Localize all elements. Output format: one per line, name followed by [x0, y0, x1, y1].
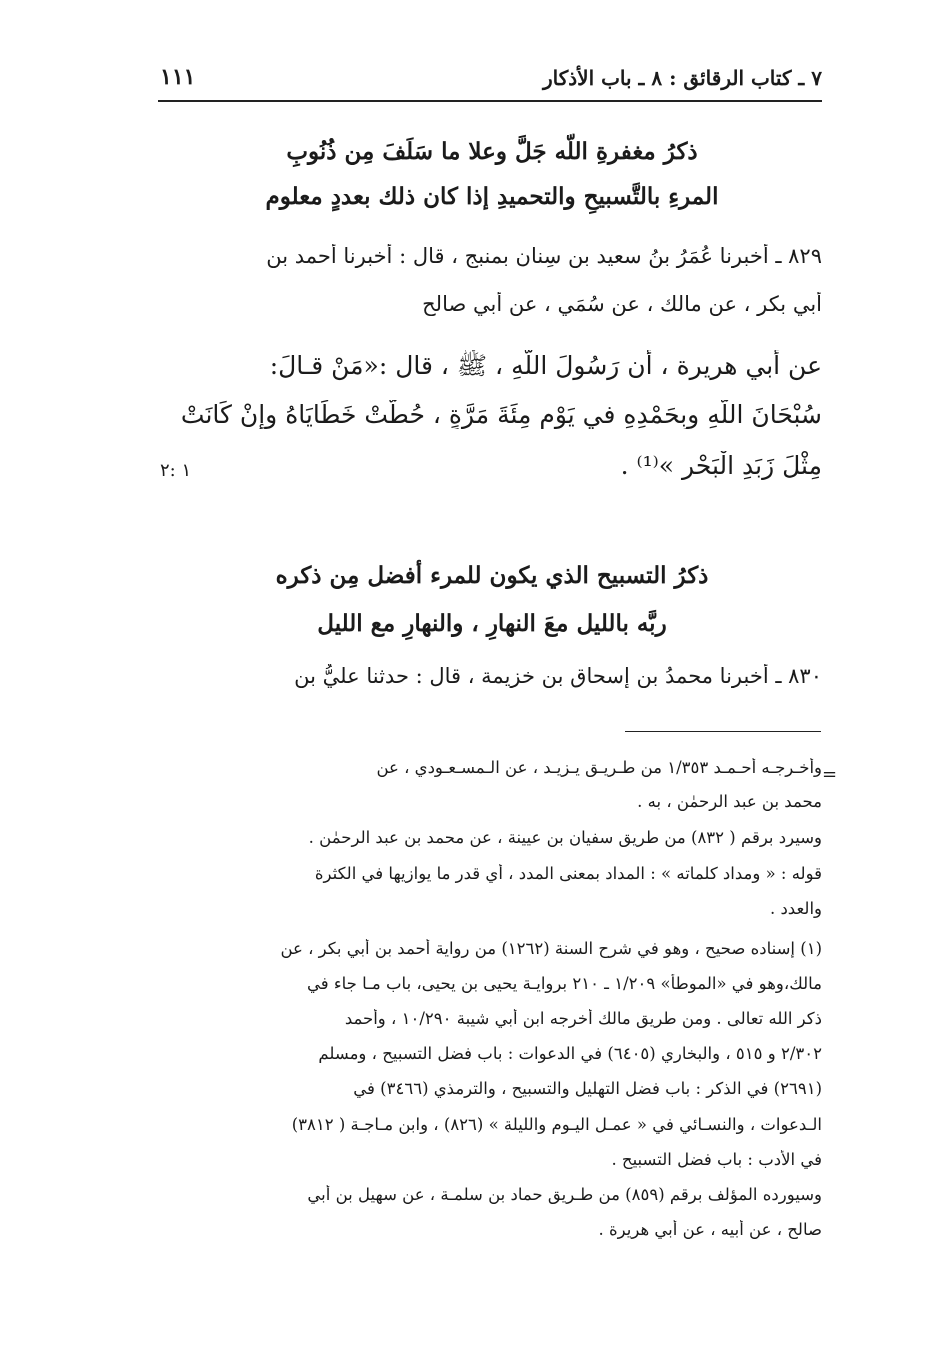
footnote-line: (١) إسناده صحيح ، وهو في شرح السنة (١٢٦٢) من رواية أحمد بن أبي بكر ، عن	[280, 939, 822, 958]
footnote-line: محمد بن عبد الرحمٰن ، به .	[637, 792, 822, 811]
verse-reference: ١ :٢	[160, 460, 192, 481]
footnote-line: والعدد .	[769, 899, 822, 918]
footnote-line: ٢/٣٠٢ و ٥١٥ ، والبخاري (٦٤٠٥) في الدعوات : باب فضل التسبيح ، ومسلم	[318, 1044, 822, 1063]
footnote-line: وأخـرجـه أحـمـد ١/٣٥٣ من طـريـق يـزيـد ، عن الـمسـعـودي ، عن	[376, 758, 822, 777]
footnote-line: (٢٦٩١) في الذكر : باب فضل التهليل والتسبيح ، والترمذي (٣٤٦٦) في	[353, 1079, 822, 1098]
hadith-line: عن أبي هريرة ، أن رَسُولَ اللّهِ ، ﷺ ، قال :«مَنْ قـالَ:	[269, 351, 822, 380]
hadith-line: سُبْحَانَ اللّهِ وبِحَمْدِهِ في يَوْمٍ مِئَةَ مَرَّةٍ ، حُطَّتْ خَطَايَاهُ وإنْ كَانَتْ	[180, 400, 822, 429]
isnad-line: ٨٢٩ ـ أخبرنا عُمَرُ بنُ سعيد بن سِنان بمنبج ، قال : أخبرنا أحمد بن	[266, 244, 822, 268]
section-heading-line: ذكرُ التسبيح الذي يكون للمرء أفضل مِن ذكره	[275, 562, 709, 589]
footnote-rule	[625, 731, 821, 732]
header-rule	[158, 100, 822, 102]
section-heading-line: ذكرُ مغفرةِ اللّه جَلَّ وعلا ما سَلَفَ مِن ذُنُوبِ	[286, 138, 698, 165]
footnote-line: وسيرد برقم ( ٨٣٢) من طريق سفيان بن عيينة ، عن محمد بن عبد الرحمٰن .	[308, 828, 822, 847]
isnad-line: ٨٣٠ ـ أخبرنا محمدُ بن إسحاق بن خزيمة ، قال : حدثنا عليُّ بن	[294, 664, 822, 688]
page-number: ١١١	[160, 64, 196, 90]
footnote-line: في الأدب : باب فضل التسبيح .	[611, 1150, 822, 1169]
footnote-line: مالك،وهو في «الموطأ» ١/٢٠٩ ـ ٢١٠ بروايـة يحيى بن يحيى، باب مـا جاء في	[306, 974, 822, 993]
continuation-mark: =	[822, 764, 838, 785]
section-heading-line: المرءِ بالتَّسبيحِ والتحميدِ إذا كان ذلك بعددٍ معلوم	[265, 183, 719, 210]
footnote-line: وسيورده المؤلف برقم (٨٥٩) من طـريق حماد بن سلمـة ، عن سهيل بن أبي	[307, 1185, 822, 1204]
footnote-line: الـدعوات ، والنسـائي في « عمـل اليـوم والليلة » (٨٢٦) ، وابن مـاجـة ( ٣٨١٢)	[291, 1115, 822, 1134]
footnote-line: ذكر الله تعالى . ومن طريق مالك أخرجه ابن أبي شيبة ١٠/٢٩٠ ، وأحمد	[344, 1009, 822, 1028]
hadith-line: مِثْلَ زَبَدِ الْبَحْرِ »⁽¹⁾ .	[620, 451, 822, 480]
footnote-line: قوله : « ومداد كلماته » : المداد بمعنى المدد ، أي قدر ما يوازيها في الكثرة	[314, 864, 822, 883]
isnad-line: أبي بكر ، عن مالك ، عن سُمَي ، عن أبي صالح	[422, 292, 822, 316]
footnote-line: صالح ، عن أبيه ، عن أبي هريرة .	[598, 1220, 822, 1239]
section-heading-line: ربَّه بالليل معَ النهارِ ، والنهارِ مع الليل	[317, 610, 667, 637]
running-title: ٧ ـ كتاب الرقائق : ٨ ـ باب الأذكار	[542, 66, 822, 90]
